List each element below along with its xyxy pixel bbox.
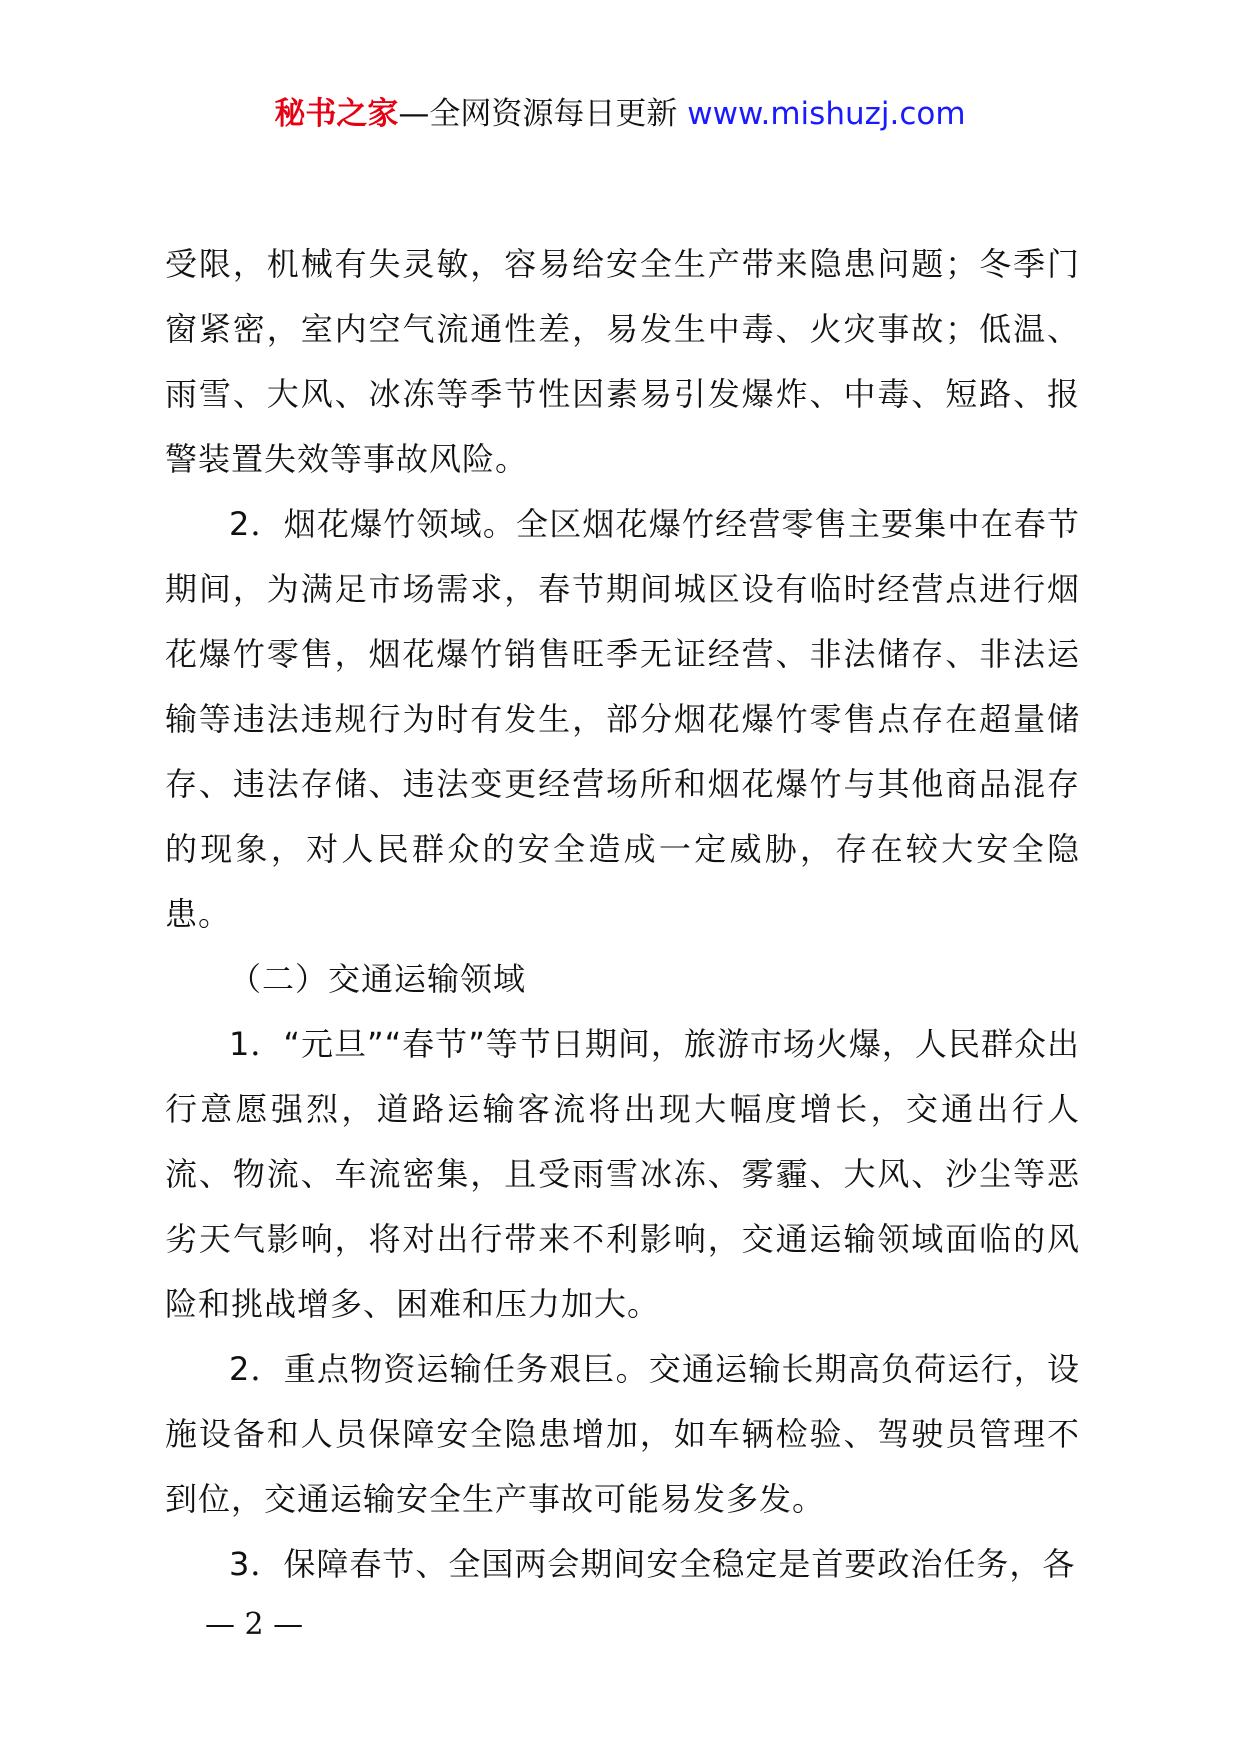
document-body xyxy=(165,232,1080,1597)
paragraph-holiday-travel: 1．“元旦”“春节”等节日期间，旅游市场火爆，人民群众出行意愿强烈，道路运输客流将出现大幅度增长，交通出行人流、物流、车流密集，且受雨雪冰冻、雾霾、大风、沙尘等恶劣天气影响，将对出行带来不利影响，交通运输领域面临的风险和挑战增多、困难和压力加大。 xyxy=(165,1025,1080,1323)
paragraph-material-transport: 2．重点物资运输任务艰巨。交通运输长期高负荷运行，设施设备和人员保障安全隐患增加，如车辆检验、驾驶员管理不到位，交通运输安全生产事故可能易发多发。 xyxy=(165,1350,1080,1518)
paragraph-continued: 受限，机械有失灵敏，容易给安全生产带来隐患问题；冬季门窗紧密，室内空气流通性差，易发生中毒、火灾事故；低温、雨雪、大风、冰冻等季节性因素易引发爆炸、中毒、短路、报警装置失效等事故风险。 xyxy=(165,245,1080,478)
site-header xyxy=(0,92,1240,136)
section-heading-transport: （二）交通运输领域 xyxy=(229,960,527,998)
page-number: — 2 — xyxy=(205,1607,304,1642)
paragraph-political-task: 3．保障春节、全国两会期间安全稳定是首要政治任务，各 xyxy=(229,1545,1076,1583)
website-url[interactable]: www.mishuzj.com xyxy=(687,96,966,132)
header-tagline: —全网资源每日更新 xyxy=(398,96,678,132)
brand-name: 秘书之家 xyxy=(274,96,399,132)
paragraph-fireworks: 2．烟花爆竹领域。全区烟花爆竹经营零售主要集中在春节期间，为满足市场需求，春节期间城区设有临时经营点进行烟花爆竹零售，烟花爆竹销售旺季无证经营、非法储存、非法运输等违法违规行为时有发生，部分烟花爆竹零售点存在超量储存、违法存储、违法变更经营场所和烟花爆竹与其他商品混存的现象，对人民群众的安全造成一定威胁，存在较大安全隐患。 xyxy=(165,505,1080,933)
